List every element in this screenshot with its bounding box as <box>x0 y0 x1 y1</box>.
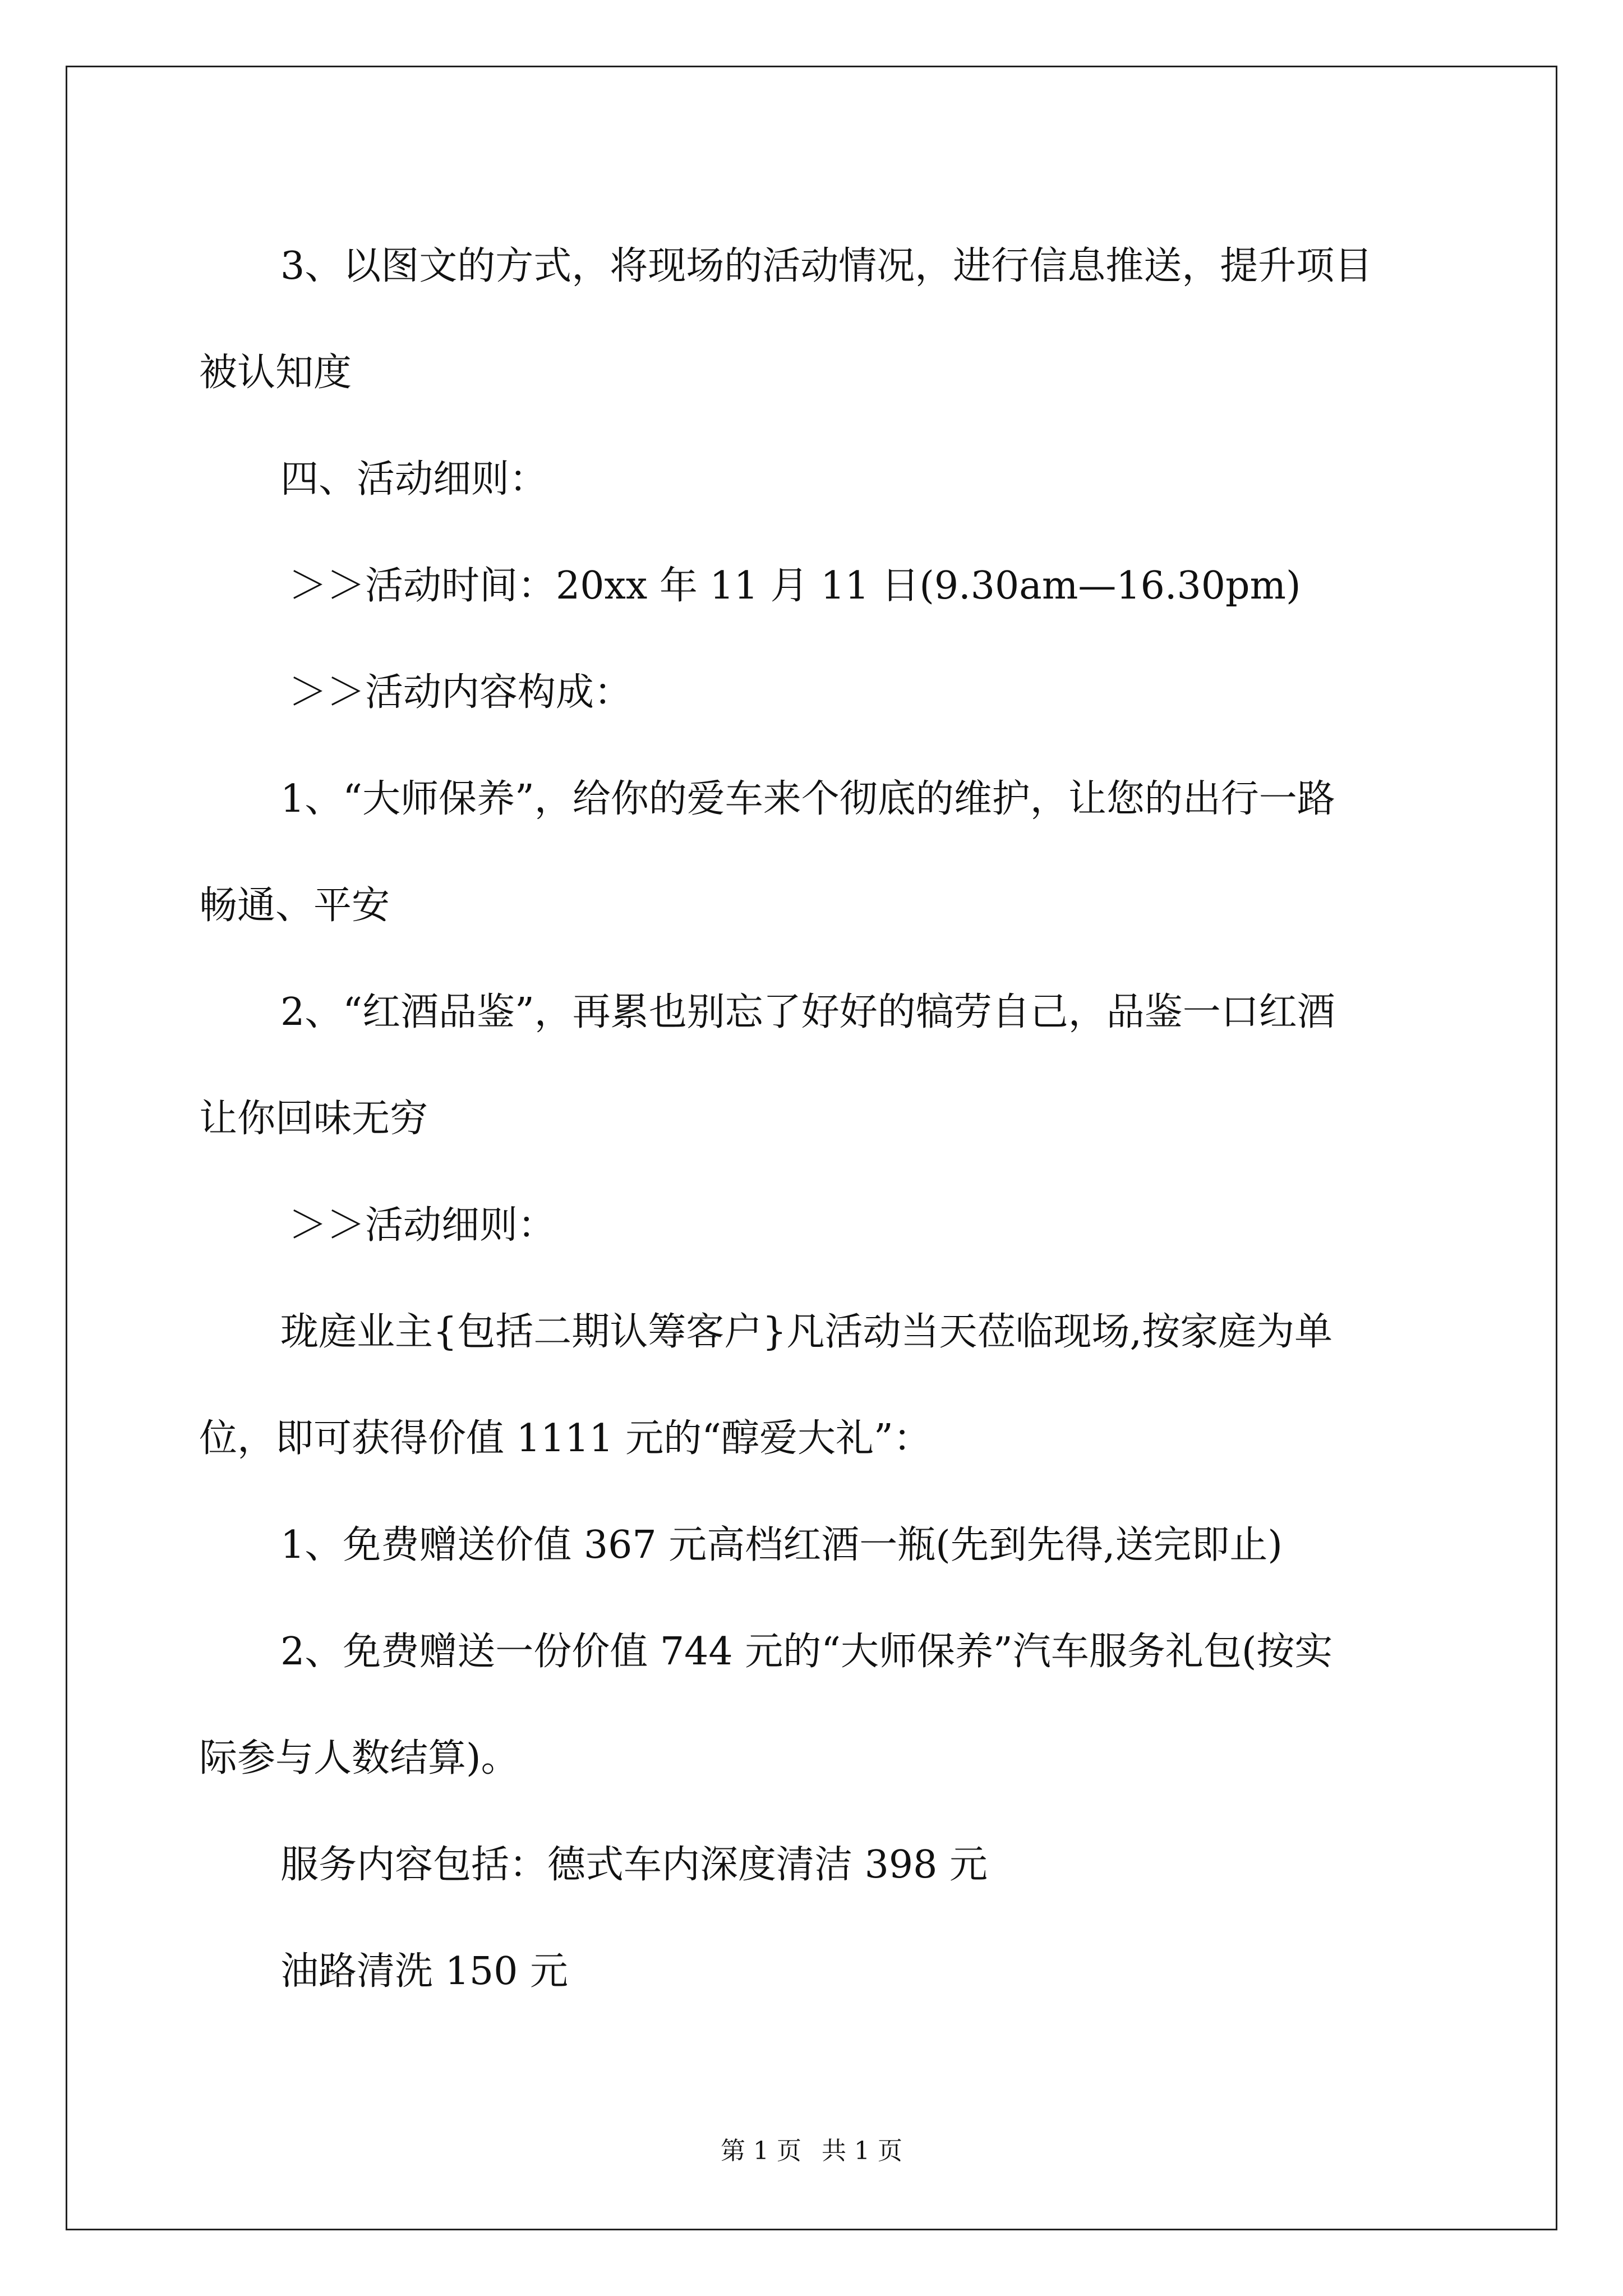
paragraph: 2、“红酒品鉴”，再累也别忘了好好的犒劳自己，品鉴一口红酒 <box>280 990 1335 1034</box>
paragraph: 畅通、平安 <box>199 884 390 928</box>
paragraph: 油路清洗 150 元 <box>280 1949 569 1994</box>
paragraph: 服务内容包括：德式车内深度清洁 398 元 <box>280 1843 988 1887</box>
paragraph: 位，即可获得价值 1111 元的“醇爱大礼”： <box>199 1416 932 1461</box>
paragraph: 让你回味无穷 <box>199 1097 428 1141</box>
section-heading: 四、活动细则： <box>280 457 548 501</box>
paragraph: 3、以图文的方式，将现场的活动情况，进行信息推送，提升项目 <box>280 244 1373 288</box>
paragraph: 际参与人数结算)。 <box>199 1736 519 1780</box>
paragraph: ＞＞活动细则： <box>289 1203 556 1248</box>
paragraph: 2、免费赠送一份价值 744 元的“大师保养”汽车服务礼包(按实 <box>280 1630 1333 1674</box>
page-number: 第 1 页 <box>721 2137 801 2165</box>
paragraph: 1、免费赠送价值 367 元高档红酒一瓶(先到先得,送完即止) <box>280 1523 1283 1567</box>
document-body <box>199 213 1433 2025</box>
paragraph: ＞＞活动时间：20xx 年 11 月 11 日(9.30am—16.30pm) <box>289 564 1301 608</box>
paragraph: 珑庭业主{包括二期认筹客户}凡活动当天莅临现场,按家庭为单 <box>280 1310 1333 1354</box>
paragraph: 被认知度 <box>199 351 352 395</box>
page-total: 共 1 页 <box>822 2137 902 2165</box>
paragraph: ＞＞活动内容构成： <box>289 670 633 715</box>
page-footer <box>0 2134 1623 2168</box>
paragraph: 1、“大师保养”，给你的爱车来个彻底的维护，让您的出行一路 <box>280 777 1335 821</box>
